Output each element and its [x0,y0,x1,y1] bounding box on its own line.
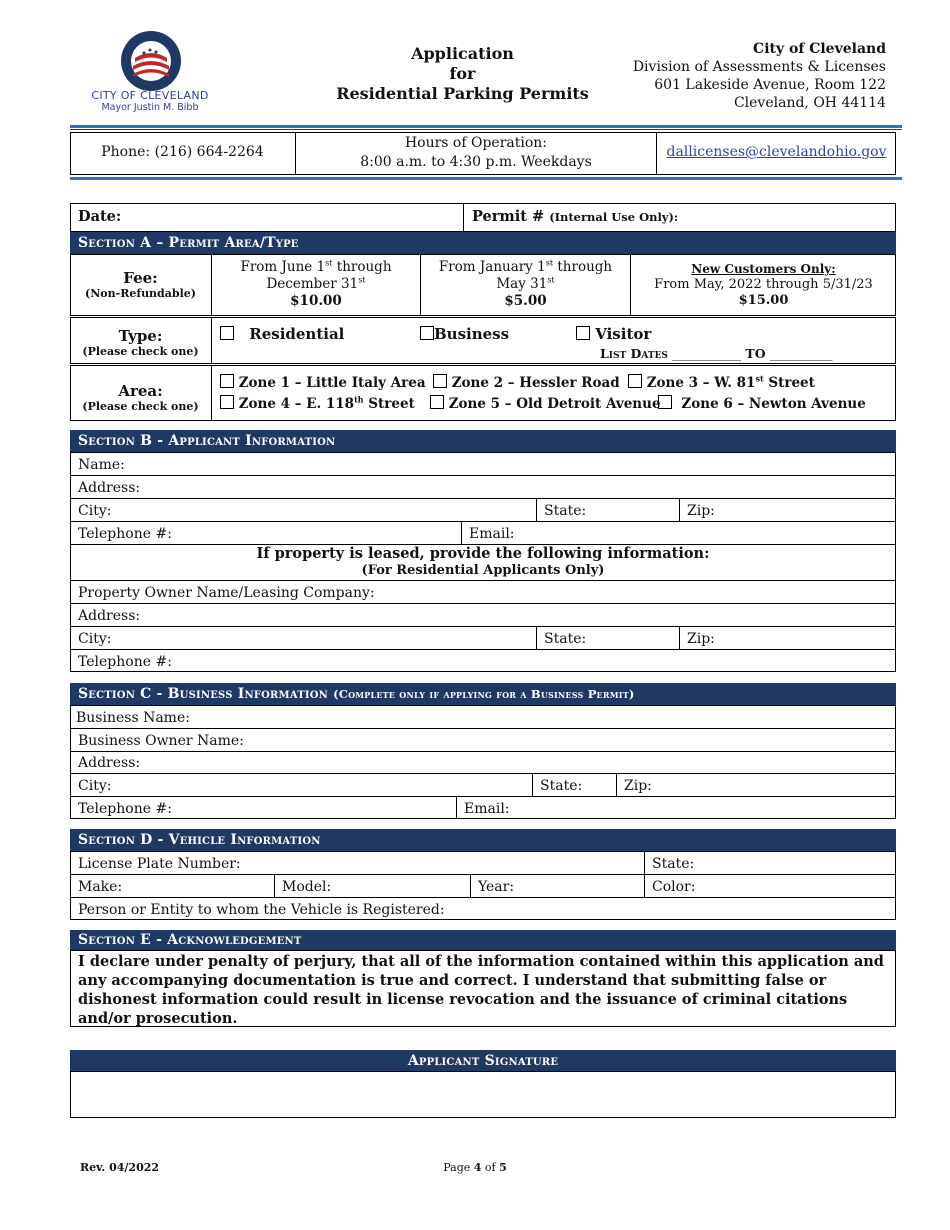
fee2-a2: through [553,259,613,275]
applicant-zip-field[interactable]: Zip: [687,503,715,519]
zone-2-checkbox[interactable] [433,374,447,388]
type-business-option[interactable] [420,325,509,343]
b-line-5 [70,580,896,581]
date-divider [463,203,464,232]
applicant-telephone-field[interactable]: Telephone #: [78,526,172,542]
owner-state-field[interactable]: State: [544,631,587,647]
fee3-price: $15.00 [738,293,789,308]
leased-instructions [70,545,896,579]
fee-option-1 [212,259,420,310]
permit-note: (Internal Use Only): [549,210,679,224]
date-label: Date: [78,208,122,225]
business-checkbox[interactable] [420,326,434,340]
title-line-1: Application [411,44,514,63]
type-label-block [70,327,211,358]
zone-3-sup: st [755,373,764,384]
zone-4-sup: th [354,394,364,405]
business-label: Business [434,325,510,343]
fee-option-2 [421,259,630,310]
org-name: City of Cleveland [753,41,886,57]
section-d-header: Section D - Vehicle Information [70,829,896,851]
page-total: 5 [499,1161,507,1174]
owner-zip-field[interactable]: Zip: [687,631,715,647]
fee-note: (Non-Refundable) [85,287,196,300]
model-field[interactable]: Model: [282,879,332,895]
business-name-field[interactable]: Business Name: [76,710,190,726]
type-visitor-option[interactable] [576,325,651,343]
property-owner-field[interactable]: Property Owner Name/Leasing Company: [78,585,375,601]
acknowledgement-text: I declare under penalty of perjury, that all of the information contained within this application and any accompanying documentation is true and correct. I understand that submitting false or dishonest information could result in license revocation and the issuance of criminal citations and/or prosecution. [78,953,884,1027]
fee2-b: May 31 [496,276,548,292]
area-divider [211,365,212,421]
page-mid: of [481,1161,500,1174]
zone-3-label-b: Street [763,375,815,391]
fee1-a2: through [332,259,392,275]
title-line-3: Residential Parking Permits [336,84,589,103]
zone-5-label: Zone 5 – Old Detroit Avenue [448,396,661,412]
zone-4-label-b: Street [363,396,415,412]
registered-owner-field[interactable]: Person or Entity to whom the Vehicle is Registered: [78,902,445,918]
type-label: Type: [118,327,163,345]
business-zip-field[interactable]: Zip: [624,778,652,794]
zone-4-label-a: Zone 4 – E. 118 [238,396,355,412]
owner-city-field[interactable]: City: [78,631,112,647]
org-address-2: Cleveland, OH 44114 [733,95,886,111]
type-residential-option[interactable] [220,325,344,343]
zone-3-checkbox[interactable] [628,374,642,388]
leased-title: If property is leased, provide the following information: [256,545,710,562]
fee-option-3 [631,261,896,309]
list-dates-blank-1: ___________ [672,346,742,361]
fee1-b: December 31 [266,276,359,292]
zone-2-label: Zone 2 – Hessler Road [451,375,620,391]
applicant-address-field[interactable]: Address: [78,480,141,496]
zone-4-checkbox[interactable] [220,395,234,409]
fee1-a-sup: st [325,258,333,268]
page-prefix: Page [443,1161,474,1174]
section-c-header [70,683,896,705]
revision-label: Rev. 04/2022 [80,1161,160,1174]
area-note: (Please check one) [82,400,199,413]
plate-field[interactable]: License Plate Number: [78,856,241,872]
fee1-a: From June 1 [240,259,326,275]
residential-label: Residential [249,325,345,343]
zone-5-checkbox[interactable] [430,395,444,409]
section-c-title: Section C - Business Information [78,686,329,702]
business-city-field[interactable]: City: [78,778,112,794]
zone-5-option[interactable] [430,395,661,412]
zone-1-label: Zone 1 – Little Italy Area [238,375,426,391]
fee3-head: New Customers Only: [691,262,836,276]
section-a-header: Section A – Permit Area/Type [70,232,896,254]
city-label: CITY OF CLEVELAND [91,89,209,102]
zone-4-option[interactable] [220,395,415,412]
list-dates-field[interactable] [600,346,832,361]
business-email-field[interactable]: Email: [464,801,510,817]
plate-state-field[interactable]: State: [652,856,695,872]
leased-note: (For Residential Applicants Only) [361,563,605,578]
fee-label-block [70,269,211,300]
business-telephone-field[interactable]: Telephone #: [78,801,172,817]
mayor-label: Mayor Justin M. Bibb [101,102,199,113]
applicant-state-field[interactable]: State: [544,503,587,519]
area-label: Area: [118,382,163,400]
section-e-header: Section E - Acknowledgement [70,930,896,950]
form-title [320,44,605,104]
bottom-rule [70,177,902,180]
owner-telephone-field[interactable]: Telephone #: [78,654,172,670]
contact-hours [296,134,656,172]
list-dates-label: List Dates [600,346,668,361]
page-number: 4 [473,1161,482,1174]
contact-email-link[interactable]: dallicenses@clevelandohio.gov [666,144,887,160]
fee-label: Fee: [123,269,158,287]
fee1-b-sup: st [358,275,366,285]
fee2-price: $5.00 [504,293,547,309]
year-field[interactable]: Year: [478,879,515,895]
zone-6-label: Zone 6 – Newton Avenue [681,396,866,412]
signature-box[interactable] [70,1071,896,1118]
section-b-header: Section B - Applicant Information [70,430,896,452]
business-address-field[interactable]: Address: [78,755,141,771]
applicant-email-field[interactable]: Email: [469,526,515,542]
zone-6-checkbox[interactable] [658,395,672,409]
zone-6-option[interactable] [658,395,866,412]
applicant-name-field[interactable]: Name: [78,457,125,473]
contact-phone: Phone: (216) 664-2264 [101,144,264,160]
permit-label: Permit # [472,208,545,225]
visitor-checkbox[interactable] [576,326,590,340]
org-address-1: 601 Lakeside Avenue, Room 122 [654,77,886,93]
visitor-label: Visitor [595,325,652,343]
type-note: (Please check one) [82,345,199,358]
city-seal-logo [120,30,182,92]
title-line-2: for [449,64,476,83]
residential-checkbox[interactable] [220,326,234,340]
zone-1-option[interactable] [220,374,426,391]
zone-3-option[interactable] [628,374,815,391]
business-owner-field[interactable]: Business Owner Name: [78,733,244,749]
make-field[interactable]: Make: [78,879,123,895]
fee2-a-sup: st [545,258,554,268]
hours-label: Hours of Operation: [404,135,548,151]
zone-3-label-a: Zone 3 – W. 81 [646,375,756,391]
list-dates-blank-2: __________ [769,346,833,361]
business-state-field[interactable]: State: [540,778,583,794]
permit-number-field[interactable] [472,208,678,225]
signature-header: Applicant Signature [70,1050,896,1072]
section-c-note: (Complete only if applying for a Business Permit) [333,687,635,701]
top-rule [70,125,902,128]
fee1-price: $10.00 [290,293,342,309]
applicant-city-field[interactable]: City: [78,503,112,519]
top-rule-thin [70,129,902,130]
owner-address-field[interactable]: Address: [78,608,141,624]
org-block [586,40,886,112]
fee3-range: From May, 2022 through 5/31/23 [654,277,873,292]
type-divider [211,317,212,364]
area-label-block [70,382,211,413]
list-dates-to: TO [745,346,766,361]
fee2-a: From January 1 [438,259,546,275]
fee2-b-sup: st [547,275,555,285]
hours-value: 8:00 a.m. to 4:30 p.m. Weekdays [360,154,592,170]
zone-2-option[interactable] [433,374,620,391]
org-division: Division of Assessments & Licenses [632,59,886,75]
color-field[interactable]: Color: [652,879,696,895]
page-indicator [380,1161,570,1174]
zone-1-checkbox[interactable] [220,374,234,388]
